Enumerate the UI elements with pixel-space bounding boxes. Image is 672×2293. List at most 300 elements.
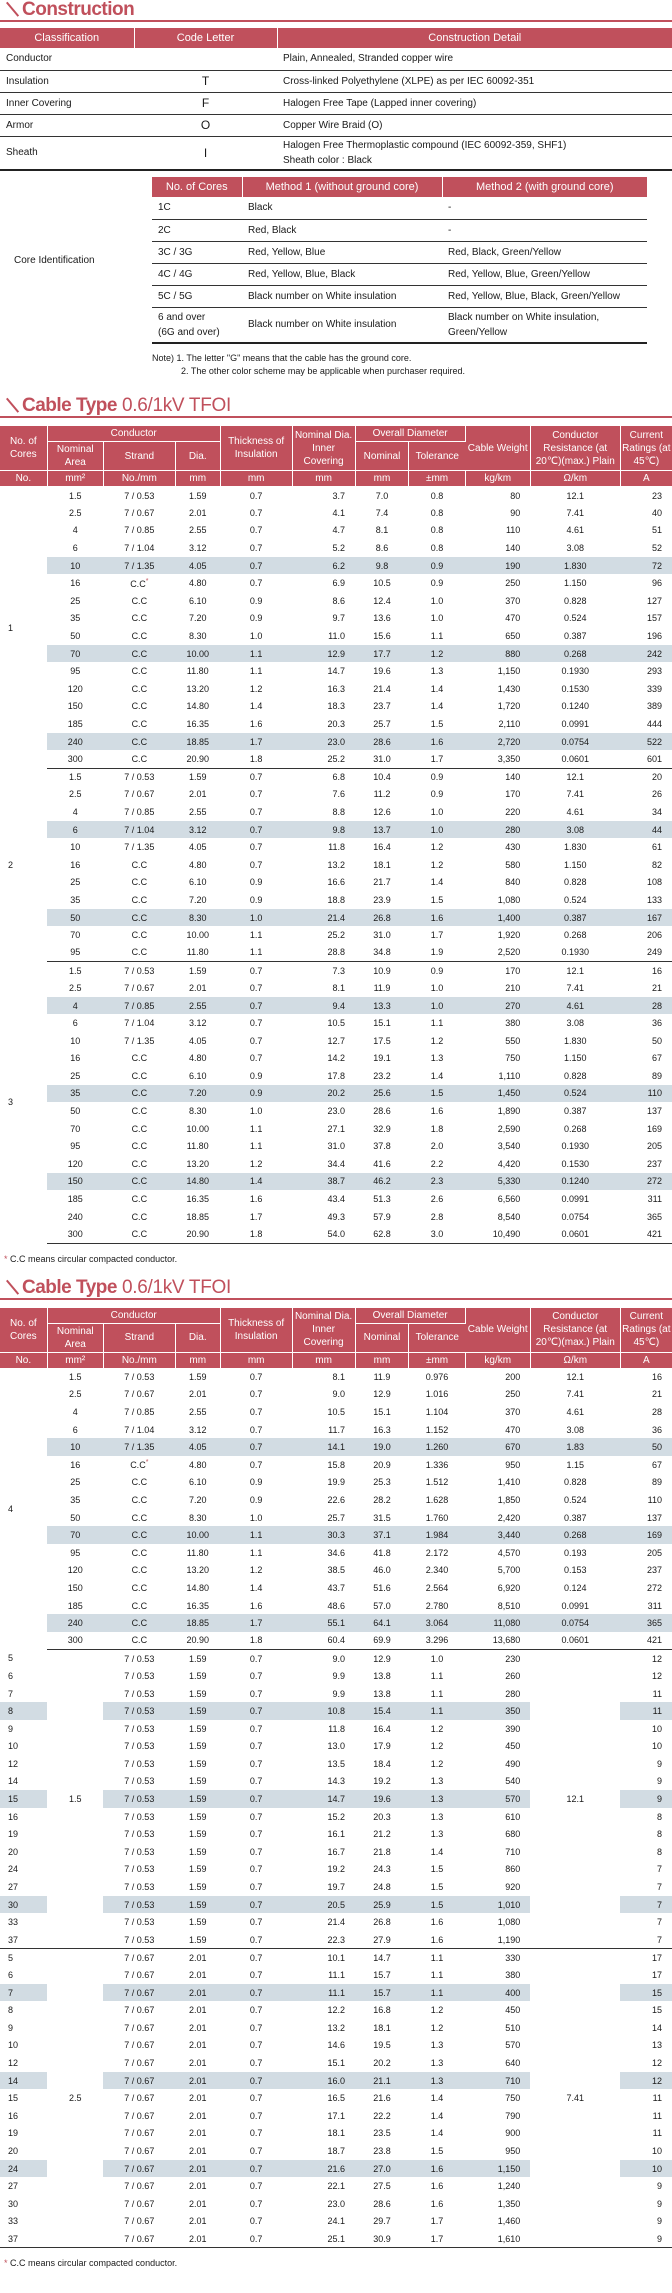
table-cell: 18.1: [373, 859, 391, 870]
cores-cell: 6 and over (6G and over): [152, 307, 242, 343]
table-cell: 0.7: [249, 1723, 263, 1734]
table-cell: 110: [647, 1494, 662, 1505]
unit-header: mm: [355, 1352, 409, 1368]
resistance-cell: [530, 1843, 620, 1861]
unit-header: mm: [220, 471, 292, 487]
table-cell: 0.7: [249, 490, 263, 501]
table-cell: 2,590: [497, 1123, 521, 1134]
resistance-cell: [530, 1878, 620, 1896]
table-cell: 1,350: [497, 2198, 521, 2209]
header-conductor: Conductor: [47, 1308, 220, 1324]
table-cell: 7 / 1.35: [124, 842, 155, 853]
table-cell: 9.0: [332, 1389, 346, 1400]
code-letter-cell: I: [134, 136, 277, 170]
table-cell: 2,420: [497, 1512, 521, 1523]
table-cell: 0.7: [249, 1811, 263, 1822]
code-letter-cell: F: [134, 92, 277, 114]
table-cell: 1.5: [430, 1882, 444, 1893]
table-cell: 12: [651, 1653, 662, 1664]
table-cell: 1.8: [220, 1632, 292, 1650]
table-cell: 1.3: [430, 666, 444, 677]
nominal-area-cell: 2.5: [69, 2093, 82, 2104]
header-method-1: Method 1 (without ground core): [242, 177, 442, 197]
unit-header: No.: [0, 1352, 47, 1368]
table-cell: 25.2: [327, 930, 346, 941]
table-cell: 11.9: [373, 1372, 391, 1383]
table-cell: 14.7: [373, 1952, 391, 1963]
table-cell: 14.80: [175, 1173, 220, 1191]
table-cell: 1.59: [188, 1670, 207, 1681]
table-cell: 1.4: [430, 1846, 444, 1857]
table-cell: 1,460: [497, 2216, 521, 2227]
table-cell: 1.0: [249, 1106, 263, 1117]
table-cell: 1.59: [188, 1688, 207, 1699]
table-cell: 350: [465, 1702, 530, 1720]
table-cell: 0.7: [249, 1459, 263, 1470]
table-cell: 880: [465, 645, 530, 663]
table-cell: 0.0601: [530, 750, 620, 768]
table-cell: 1.3: [430, 2057, 444, 2068]
table-row: [0, 1120, 672, 1138]
table-cell: 25.6: [355, 1085, 409, 1103]
core-identification-row: [152, 285, 647, 307]
table-cell: 8.30: [188, 1106, 207, 1117]
nominal-area-cell: [47, 2037, 103, 2055]
table-cell: 1.59: [188, 1741, 207, 1752]
table-cell: 25: [70, 877, 81, 888]
table-cell: 157: [646, 613, 662, 624]
table-cell: 13.20: [186, 1565, 209, 1576]
table-cell: 10.5: [327, 1018, 346, 1029]
resistance-cell: [530, 1861, 620, 1879]
table-row: [0, 1949, 672, 1967]
table-cell: C.C: [131, 719, 148, 730]
table-cell: 1,410: [497, 1477, 521, 1488]
table-cell: 2.01: [188, 2005, 207, 2016]
table-cell: 1.4: [430, 2093, 444, 2104]
table-cell: 1,190: [465, 1931, 530, 1949]
table-cell: 6,560: [497, 1194, 521, 1205]
table-cell: 1.9: [409, 944, 465, 962]
table-row: [0, 1526, 672, 1544]
table-cell: 27: [8, 1882, 19, 1893]
table-cell: 1.3: [430, 1811, 444, 1822]
table-cell: 36: [651, 1018, 662, 1029]
table-cell: 13.7: [355, 821, 409, 839]
table-cell: 1,010: [465, 1896, 530, 1914]
table-cell: 860: [505, 1864, 521, 1875]
table-cell: C.C: [131, 1211, 148, 1222]
table-cell: 30.9: [355, 2230, 409, 2248]
table-row: [0, 1808, 672, 1826]
nominal-area-cell: [47, 1650, 103, 1668]
table-cell: 24.1: [327, 2216, 346, 2227]
nominal-area-cell: [47, 1667, 103, 1685]
table-cell: 0.7: [220, 1438, 292, 1456]
table-row: [0, 662, 672, 680]
table-cell: 110: [620, 1085, 672, 1103]
table-cell: 2.01: [175, 2230, 220, 2248]
table-cell: 28: [651, 1407, 662, 1418]
table-cell: 31.0: [327, 1141, 346, 1152]
table-cell: C.C: [131, 631, 148, 642]
table-cell: 17.5: [373, 1035, 391, 1046]
table-cell: 1.6: [409, 2160, 465, 2178]
table-cell: 7 / 0.67: [124, 507, 155, 518]
table-cell: 8.8: [332, 806, 346, 817]
asterisk-icon: *: [145, 1459, 149, 1467]
nominal-area-cell: [47, 1685, 103, 1703]
table-row: [0, 944, 672, 962]
table-cell: 28.8: [292, 944, 355, 962]
table-cell: 510: [505, 2022, 521, 2033]
units-row: [0, 1352, 672, 1368]
table-cell: 10.00: [175, 645, 220, 663]
resistance-cell: [530, 2142, 620, 2160]
table-cell: 220: [505, 806, 521, 817]
method-1-cell: Black number on White insulation: [242, 285, 442, 307]
table-cell: 64.1: [355, 1614, 409, 1632]
method-2-cell: Red, Black, Green/Yellow: [442, 241, 647, 263]
table-cell: C.C: [103, 645, 175, 663]
table-cell: 10.1: [327, 1952, 346, 1963]
table-cell: 2.340: [425, 1565, 449, 1576]
table-cell: 11.2: [373, 789, 391, 800]
table-cell: 1.5: [69, 490, 82, 501]
table-cell: 11.80: [186, 666, 209, 677]
table-cell: 34.4: [327, 1158, 346, 1169]
table-cell: 0.7: [220, 1931, 292, 1949]
nominal-area-cell: [47, 2177, 103, 2195]
cable-type-title: Cable Type 0.6/1kV TFOI: [0, 396, 672, 418]
construction-detail-cell: [277, 92, 672, 114]
table-cell: 1.7: [220, 733, 292, 751]
table-cell: 920: [505, 1882, 521, 1893]
table-cell: 11: [652, 2128, 662, 2139]
table-cell: 0.7: [249, 1846, 263, 1857]
table-cell: 1.2: [430, 2022, 444, 2033]
nominal-area-cell: 1.5: [69, 1794, 82, 1805]
table-cell: 2.01: [188, 2216, 207, 2227]
table-cell: 0.268: [530, 1526, 620, 1544]
table-row: [0, 1509, 672, 1527]
resistance-cell: [530, 2019, 620, 2037]
table-cell: 1.6: [409, 733, 465, 751]
table-cell: 18.3: [327, 701, 346, 712]
table-cell: 20.3: [373, 1811, 391, 1822]
table-cell: 10: [8, 2040, 19, 2051]
table-cell: 14: [0, 2072, 47, 2090]
table-cell: 21: [651, 1389, 662, 1400]
nominal-area-cell: [47, 2072, 103, 2090]
table-cell: 7 / 0.85: [103, 997, 175, 1015]
table-cell: 25: [70, 1070, 81, 1081]
resistance-cell: [530, 2177, 620, 2195]
table-cell: 0.0601: [530, 1225, 620, 1243]
table-cell: 1.4: [430, 2128, 444, 2139]
table-cell: 16.4: [373, 1723, 391, 1734]
table-cell: C.C: [131, 894, 148, 905]
table-cell: 26.8: [373, 1917, 391, 1928]
code-letter-cell: [134, 48, 277, 70]
construction-detail-cell: [277, 48, 672, 70]
table-cell: 167: [620, 909, 672, 927]
table-cell: 0.828: [563, 595, 587, 606]
table-cell: 390: [505, 1723, 521, 1734]
table-row: [0, 1421, 672, 1439]
table-cell: 16.35: [186, 1194, 209, 1205]
table-row: [0, 1067, 672, 1085]
table-row: [0, 750, 672, 768]
table-cell: 21.2: [373, 1829, 391, 1840]
table-cell: 260: [505, 1670, 521, 1681]
table-cell: 23.7: [373, 701, 391, 712]
table-row: [0, 803, 672, 821]
table-cell: 0.7: [249, 2022, 263, 2033]
table-cell: 0.7: [220, 821, 292, 839]
table-cell: 11.1: [292, 1984, 355, 2002]
table-cell: 16.8: [373, 2005, 391, 2016]
method-1-cell: Red, Yellow, Blue, Black: [242, 263, 442, 285]
table-cell: 2.5: [69, 982, 82, 993]
nominal-area-cell: [47, 1808, 103, 1826]
header-resistance: Conductor Resistance (at 20℃)(max.) Plain: [530, 1308, 620, 1353]
table-cell: 9: [656, 1758, 662, 1769]
table-row: [0, 2125, 672, 2143]
table-cell: 57.9: [373, 1211, 391, 1222]
table-cell: 19.1: [373, 1053, 391, 1064]
table-row: [0, 1614, 672, 1632]
table-cell: 1.1: [430, 1970, 444, 1981]
table-cell: 1.2: [430, 1758, 444, 1769]
table-cell: 13.3: [355, 997, 409, 1015]
unit-header: mm: [355, 471, 409, 487]
table-cell: 0.9: [249, 595, 263, 606]
header-conductor: Conductor: [47, 426, 220, 442]
table-cell: 0.1930: [530, 944, 620, 962]
table-cell: 1.150: [563, 859, 587, 870]
table-cell: 1.1: [220, 645, 292, 663]
table-row: [0, 1208, 672, 1226]
table-cell: 2,720: [465, 733, 530, 751]
table-cell: 21.4: [292, 909, 355, 927]
table-cell: 18.4: [373, 1758, 391, 1769]
table-row: [0, 1155, 672, 1173]
table-cell: 38.7: [292, 1173, 355, 1191]
header-current-ratings: Current Ratings (at 45℃): [620, 1308, 672, 1353]
table-row: [0, 2177, 672, 2195]
table-cell: 16.4: [373, 842, 391, 853]
table-cell: 0.7: [249, 2005, 263, 2016]
table-cell: 13.8: [373, 1670, 391, 1681]
table-cell: 16.35: [186, 719, 209, 730]
table-cell: 23.0: [327, 1106, 346, 1117]
table-cell: 7 / 1.35: [103, 557, 175, 575]
nominal-area-cell: [47, 1773, 103, 1791]
table-row: [0, 1050, 672, 1068]
resistance-cell: [530, 2195, 620, 2213]
table-cell: 25: [70, 1477, 81, 1488]
cable-type-section-1: [0, 396, 672, 1264]
table-cell: 0.7: [220, 2160, 292, 2178]
nominal-area-cell: [47, 2142, 103, 2160]
table-row: [0, 1474, 672, 1492]
table-cell: 38.5: [327, 1565, 346, 1576]
table-cell: 7.20: [188, 1494, 207, 1505]
cores-cell: 3: [8, 1097, 14, 1108]
table-cell: 15.2: [327, 1811, 346, 1822]
table-cell: 7 / 0.53: [124, 1723, 155, 1734]
table-cell: 1.59: [188, 965, 207, 976]
table-cell: 10: [620, 2160, 672, 2178]
table-row: [0, 1597, 672, 1615]
table-cell: 1.0: [430, 595, 444, 606]
table-cell: 0.7: [249, 2128, 263, 2139]
table-cell: 1,150: [465, 2160, 530, 2178]
table-cell: 0.268: [563, 930, 587, 941]
table-cell: 7 / 0.53: [124, 965, 155, 976]
table-row: [0, 1456, 672, 1474]
table-cell: 0.387: [563, 1512, 587, 1523]
cores-cell: 2C: [152, 219, 242, 241]
table-cell: 4,570: [497, 1547, 521, 1558]
table-cell: 1.59: [188, 1723, 207, 1734]
table-cell: 0.7: [249, 2093, 263, 2104]
table-cell: 57.0: [373, 1600, 391, 1611]
table-cell: 1.4: [430, 683, 444, 694]
table-cell: 0.7: [249, 842, 263, 853]
table-cell: 339: [646, 683, 662, 694]
table-cell: 0.0754: [530, 733, 620, 751]
table-cell: 750: [505, 1053, 521, 1064]
table-row: [0, 1825, 672, 1843]
table-cell: 0.524: [530, 1085, 620, 1103]
spec-table-2: [0, 1308, 672, 2249]
table-cell: 1.6: [430, 2181, 444, 2192]
table-cell: 0.0991: [561, 719, 590, 730]
table-cell: 0.7: [249, 965, 263, 976]
table-cell: 20: [8, 2145, 19, 2156]
table-row: [0, 2107, 672, 2125]
table-cell: 1.3: [430, 2040, 444, 2051]
table-cell: 108: [646, 877, 662, 888]
table-row: [0, 2019, 672, 2037]
table-cell: 1.0: [249, 1512, 263, 1523]
table-cell: 3.08: [566, 1018, 585, 1029]
table-cell: 9: [656, 1776, 662, 1787]
table-row: [0, 504, 672, 522]
table-cell: 5: [8, 1653, 14, 1664]
table-cell: 140: [505, 772, 521, 783]
table-cell: 49.3: [327, 1211, 346, 1222]
table-cell: C.C: [131, 1477, 148, 1488]
table-cell: 16: [70, 1053, 81, 1064]
table-cell: 7 / 1.35: [103, 1438, 175, 1456]
table-cell: 24.8: [373, 1882, 391, 1893]
table-cell: 242: [620, 645, 672, 663]
table-cell: 2.01: [188, 2181, 207, 2192]
table-cell: 7 / 0.67: [124, 1970, 155, 1981]
table-cell: 0.7: [249, 1688, 263, 1699]
header-tolerance: Tolerance: [409, 1323, 465, 1352]
table-row: [0, 1843, 672, 1861]
table-cell: 1.6: [249, 719, 263, 730]
table-cell: 0.387: [530, 909, 620, 927]
table-cell: 1.4: [430, 2110, 444, 2121]
table-cell: 0.524: [563, 613, 587, 624]
table-cell: 20.2: [373, 2057, 391, 2068]
table-cell: 1.59: [188, 1846, 207, 1857]
table-cell: C.C: [131, 1565, 148, 1576]
table-cell: 6,920: [497, 1582, 521, 1593]
table-cell: 0.387: [563, 1106, 587, 1117]
table-cell: 133: [646, 894, 662, 905]
table-cell: 11.80: [186, 1141, 209, 1152]
table-cell: 190: [465, 557, 530, 575]
table-cell: 1.3: [430, 1053, 444, 1064]
table-cell: 710: [505, 1846, 521, 1857]
table-cell: C.C: [131, 1070, 148, 1081]
table-cell: 7 / 0.67: [124, 1952, 155, 1963]
table-cell: 11.7: [328, 1424, 346, 1435]
resistance-cell: [530, 1949, 620, 1967]
table-cell: 1.7: [409, 750, 465, 768]
header-overall-diameter: Overall Diameter: [355, 1308, 465, 1324]
table-cell: 300: [47, 750, 103, 768]
table-cell: 14.2: [327, 1053, 346, 1064]
table-cell: 61: [651, 842, 662, 853]
cable-type-title: Cable Type 0.6/1kV TFOI: [0, 1278, 672, 1300]
table-cell: 7.20: [175, 1085, 220, 1103]
nominal-area-cell: [47, 2160, 103, 2178]
core-identification-row: [152, 307, 647, 343]
table-cell: 0.1930: [561, 666, 590, 677]
header-construction-detail: Construction Detail: [277, 28, 672, 48]
table-row: [0, 1650, 672, 1668]
resistance-cell: [530, 2072, 620, 2090]
table-row: [0, 1931, 672, 1949]
table-cell: 0.8: [430, 525, 444, 536]
table-cell: 2.0: [430, 1141, 444, 1152]
table-cell: 19.2: [327, 1864, 346, 1875]
table-cell: 16.1: [327, 1829, 346, 1840]
table-cell: 7 / 1.04: [124, 1018, 155, 1029]
table-cell: 5,330: [465, 1173, 530, 1191]
table-cell: 20.3: [327, 719, 346, 730]
table-row: [0, 962, 672, 980]
table-cell: 4.7: [332, 525, 346, 536]
header-row: [0, 426, 672, 442]
table-cell: 272: [620, 1173, 672, 1191]
table-cell: 27.1: [327, 1123, 346, 1134]
table-cell: 365: [646, 1211, 662, 1222]
construction-detail-cell: [277, 70, 672, 92]
table-cell: 4.05: [188, 1035, 207, 1046]
table-cell: 3.7: [332, 490, 346, 501]
table-cell: 1.7: [430, 2216, 444, 2227]
table-cell: 0.828: [563, 1477, 587, 1488]
table-cell: 7 / 0.53: [103, 1896, 175, 1914]
table-cell: 1.1: [249, 1141, 263, 1152]
table-cell: 250: [505, 1389, 521, 1400]
table-cell: 0.7: [249, 1741, 263, 1752]
table-cell: 16: [70, 578, 81, 589]
table-cell: 11.8: [328, 1723, 346, 1734]
table-cell: C.C: [103, 1173, 175, 1191]
table-cell: 1.760: [425, 1512, 449, 1523]
table-cell: C.C: [131, 1547, 148, 1558]
table-cell: 0.0754: [561, 1211, 590, 1222]
